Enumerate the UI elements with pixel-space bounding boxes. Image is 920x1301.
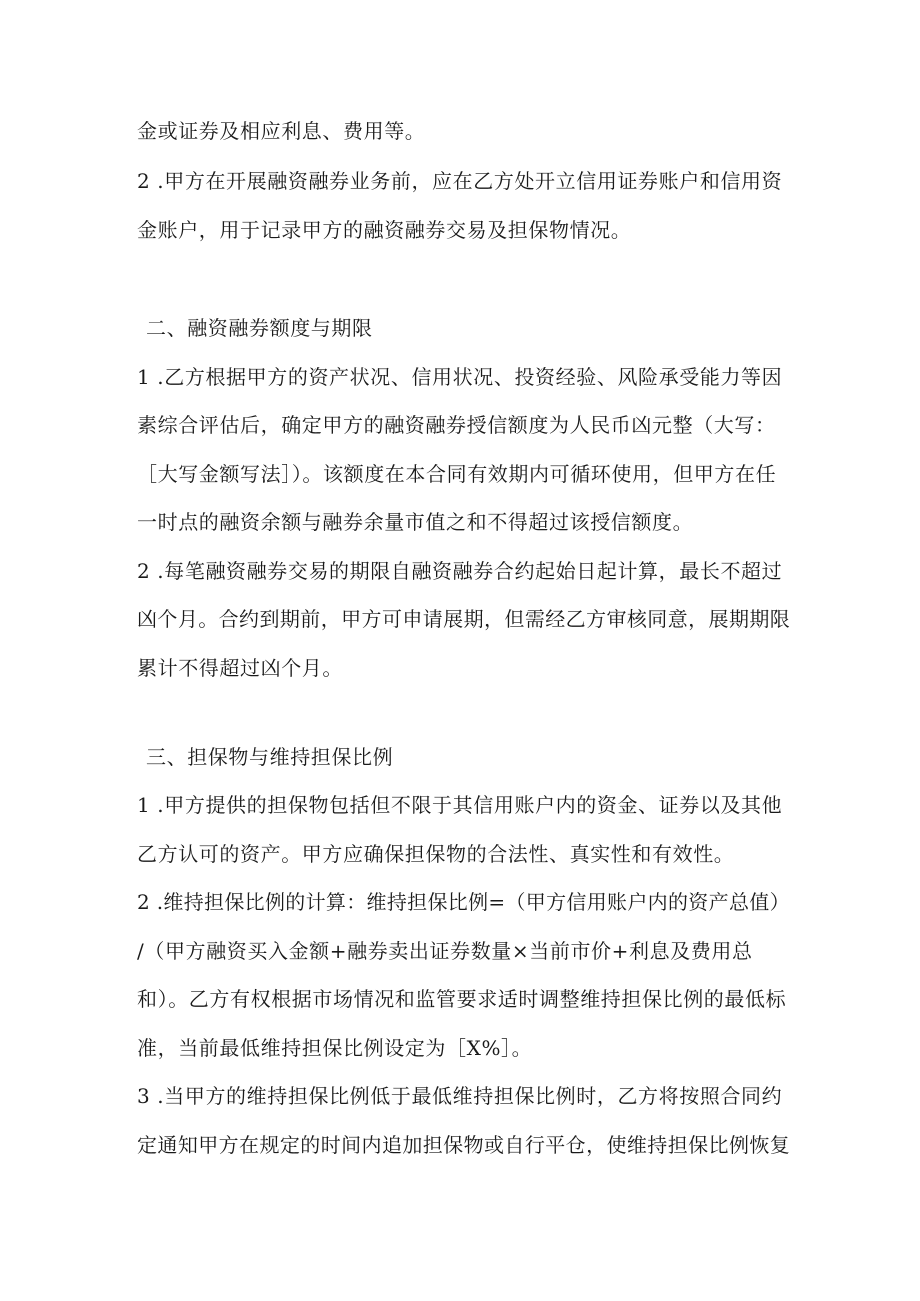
text-line: 2 .维持担保比例的计算：维持担保比例=（甲方信用账户内的资产总值） [137, 890, 790, 914]
text-line: 金账户，用于记录甲方的融资融券交易及担保物情况。 [137, 218, 632, 242]
text-line: /（甲方融资买入金额+融券卖出证券数量×当前市价+利息及费用总 [137, 939, 753, 963]
text-line: 素综合评估后，确定甲方的融资融券授信额度为人民币凶元整（大写： [137, 413, 776, 437]
text-line: 1 .甲方提供的担保物包括但不限于其信用账户内的资金、证券以及其他 [137, 793, 783, 817]
text-line: 一时点的融资余额与融券余量市值之和不得超过该授信额度。 [137, 510, 694, 534]
text-line: 1 .乙方根据甲方的资产状况、信用状况、投资经验、风险承受能力等因 [137, 365, 783, 389]
text-line: 金或证券及相应利息、费用等。 [137, 119, 426, 143]
text-line: ［大写金额写法］）。该额度在本合同有效期内可循环使用，但甲方在任 [137, 462, 777, 486]
text-line: 3 .当甲方的维持担保比例低于最低维持担保比例时，乙方将按照合同约 [137, 1084, 783, 1108]
text-line: 凶个月。合约到期前，甲方可申请展期，但需经乙方审核同意，展期期限 [137, 607, 791, 631]
section-heading: 三、担保物与维持担保比例 [146, 745, 394, 769]
text-line: 2 .每笔融资融券交易的期限自融资融券合约起始日起计算，最长不超过 [137, 559, 783, 583]
text-line: 和）。乙方有权根据市场情况和监管要求适时调整维持担保比例的最低标 [137, 987, 787, 1011]
text-line: 定通知甲方在规定的时间内追加担保物或自行平仓，使维持担保比例恢复 [137, 1133, 791, 1157]
text-line: 2 .甲方在开展融资融券业务前，应在乙方处开立信用证券账户和信用资 [137, 169, 783, 193]
section-heading: 二、融资融券额度与期限 [146, 316, 373, 340]
text-line: 累计不得超过凶个月。 [137, 656, 343, 680]
text-line: 准，当前最低维持担保比例设定为［X%］。 [137, 1036, 533, 1060]
text-line: 乙方认可的资产。甲方应确保担保物的合法性、真实性和有效性。 [137, 842, 735, 866]
